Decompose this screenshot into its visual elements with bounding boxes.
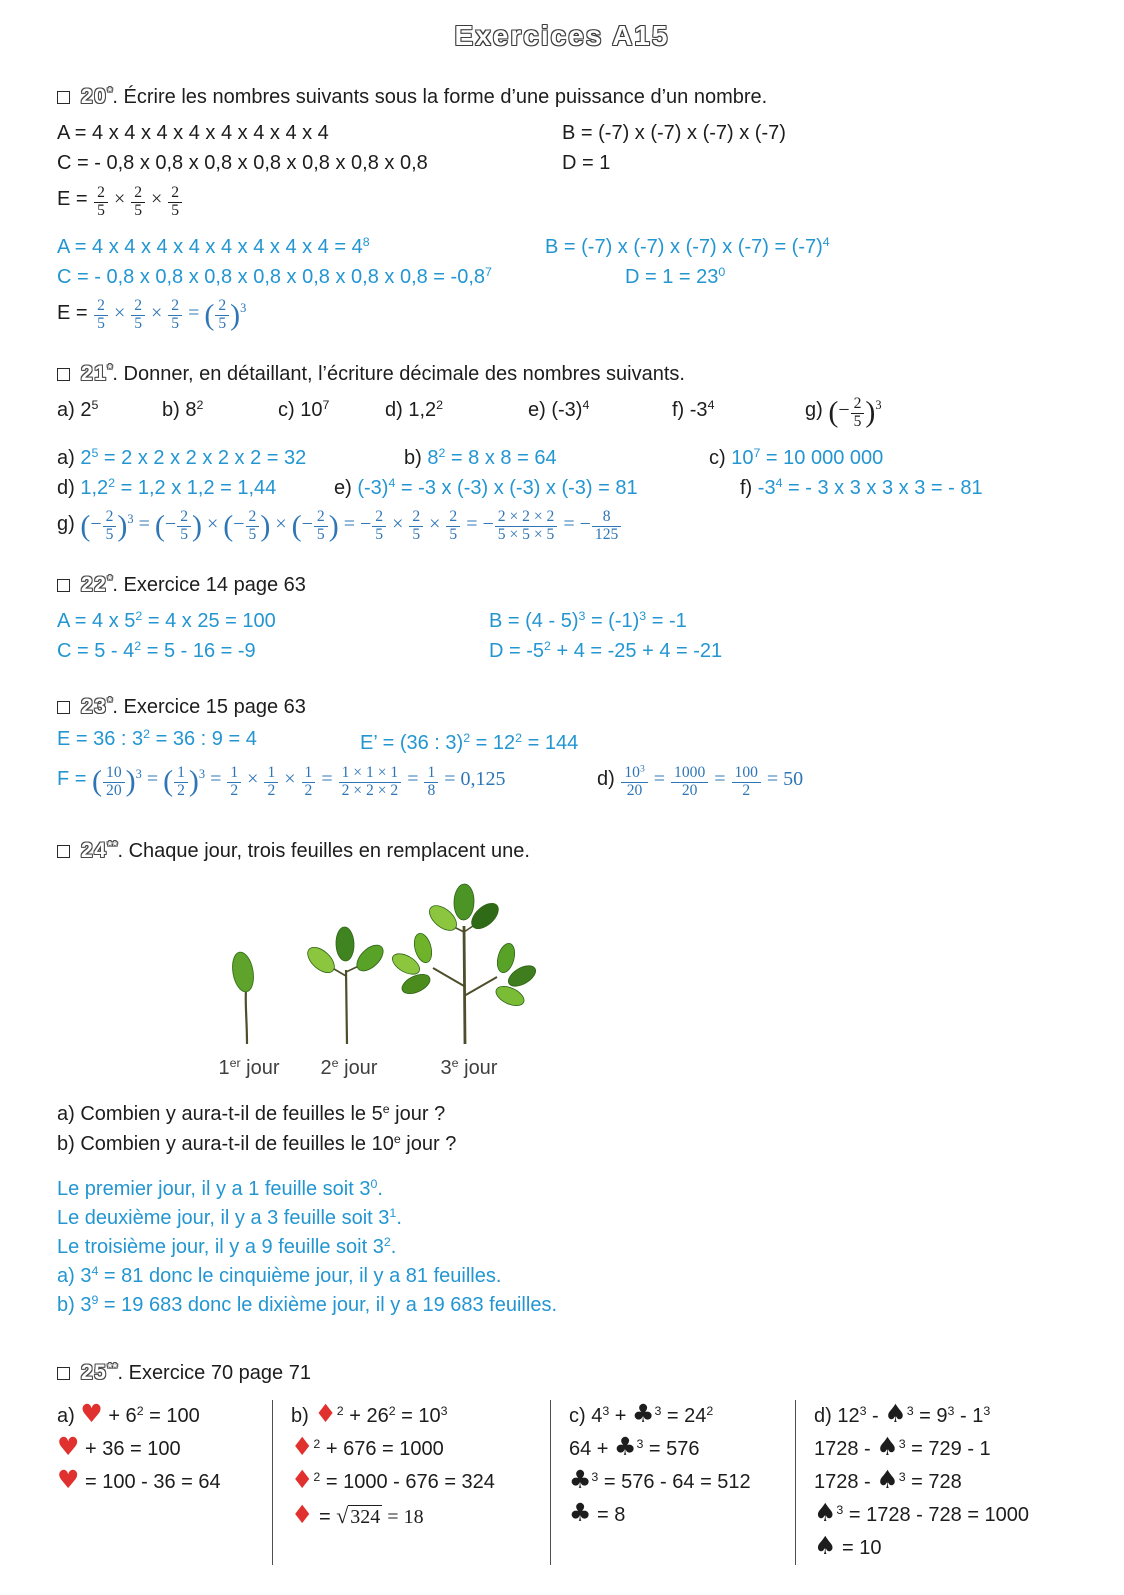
page-title: Exercices A15 <box>454 20 670 51</box>
plant-labels <box>207 1057 547 1085</box>
exercise-24 <box>57 836 1067 1320</box>
ex21-question-a: a) $2^5$ <box>57 398 99 421</box>
ex25-checkbox <box>57 1367 70 1380</box>
ex21-answer-a: a) $2^5 = 2$ x 2 x 2 x 2 x 2 = 32 <box>57 445 307 469</box>
ex25-d-line1: d) $12^3$ - ♠$^3$ = $9^3 - 1^3$ <box>814 1398 991 1428</box>
ex24-answer-day2: Le deuxième jour, il y a 3 feuille soit $3^1$. <box>57 1205 402 1229</box>
ex25-b-line4: ♦ = √ 324 = 18 <box>291 1499 424 1529</box>
ex24-prompt: . Chaque jour, trois feuilles en remplacent une. <box>117 839 530 862</box>
ex25-d-line2: 1728 - ♠$^3$ = 729 - 1 <box>814 1431 991 1461</box>
ex25-header <box>57 1358 1067 1388</box>
ex24-question-b: b) Combien y aura-t-il de feuilles le 10e jour ? <box>57 1131 457 1155</box>
ex25-column-b <box>272 1400 550 1565</box>
ex20-star: * <box>107 84 113 99</box>
ex25-b-line1: b) ♦$^2$ + $26^2 = 10^3$ <box>291 1398 448 1428</box>
ex24-answer-day3: Le troisième jour, il y a 9 feuille soit $3^2$. <box>57 1234 397 1258</box>
ex23-answer-e-prime: E’ = (36 : $3)^2 = 12^2 = 144$ <box>360 731 579 754</box>
ex20-answer-a: A = 4 x 4 x 4 x 4 x 4 x 4 x 4 x $4 = 4^8$ <box>57 234 370 258</box>
ex21-star: * <box>107 361 113 376</box>
ex23-number: 23* <box>81 694 113 718</box>
ex21-checkbox <box>57 368 70 381</box>
ex21-answer-g: g) (− $\frac{2}{5}$ )$^3$ = (− $\frac{2}{5}$ ) × (− $\frac{2}{5}$ ) × (− $\frac{2}{5}$ ) = − $\frac{2}{5}$ × $\frac{2}{5}$ × $\frac{2}{5}$ = − $\frac{2 \times 2 \times 2}{5 \times 5 \times 5}$ = − $\frac{8}{125}$ <box>57 509 1067 545</box>
ex21-question-g: g) (− $\frac{2}{5}$ )$^3$ <box>805 394 882 430</box>
ex20-checkbox <box>57 91 70 104</box>
ex25-number: 25** <box>81 1359 118 1384</box>
ex23-header <box>57 692 1067 722</box>
ex20-prompt: . Écrire les nombres suivants sous la forme d’une puissance d’un nombre. <box>112 86 768 108</box>
ex21-answer-e: e) $(-3)^4 = -3$ x (-3) x (-3) x (-3) = 81 <box>334 475 638 499</box>
ex21-question-b: b) $8^2$ <box>162 398 204 421</box>
ex25-column-d <box>795 1400 1067 1565</box>
ex23-star: * <box>107 694 113 709</box>
ex21-answer-c: c) $10^7 = 10$ 000 000 <box>709 445 884 469</box>
ex20-answer-b: B = (-7) x (-7) x (-7) x $(-7) = (-7)^4$ <box>545 234 830 258</box>
exercise-21 <box>57 359 1067 544</box>
ex25-grid <box>57 1400 1067 1565</box>
plants-svg <box>207 876 547 1051</box>
ex24-answer-b: b) $3^9 = 19$ 683 donc le dixième jour, il y a 19 683 feuilles. <box>57 1292 557 1316</box>
ex22-prompt: . Exercice 14 page 63 <box>112 574 306 596</box>
ex21-answer-f: f) $-3^4$ = - 3 x 3 x 3 x 3 = - 81 <box>740 475 983 499</box>
ex23-prompt: . Exercice 15 page 63 <box>112 696 306 718</box>
plant-label-day1: 1er jour <box>218 1055 280 1079</box>
ex24-checkbox <box>57 845 70 858</box>
exercise-25 <box>57 1358 1067 1565</box>
ex22-star: * <box>107 572 113 587</box>
exercise-20 <box>57 82 1067 333</box>
ex24-number: 24** <box>81 837 118 862</box>
ex24-answer-day1: Le premier jour, il y a 1 feuille soit $3^0$. <box>57 1176 383 1200</box>
ex24-star: ** <box>107 837 118 853</box>
ex25-c-line4: ♣ = 8 <box>569 1497 626 1527</box>
ex25-d-line5: ♠ = 10 <box>814 1530 882 1560</box>
ex22-answer-d: $D = -5^2 + 4 = -25 + 4 = -21$ <box>489 639 723 662</box>
ex25-prompt: . Exercice 70 page 71 <box>117 1361 311 1384</box>
exercise-23 <box>57 692 1067 800</box>
ex20-question-e: E = $\frac{2}{5}$ × $\frac{2}{5}$ × $\frac{2}{5}$ <box>57 184 1067 220</box>
ex23-answer-f: F = ( $\frac{10}{20}$ )$^3$ = ( $\frac{1}{2}$ )$^3$ = $\frac{1}{2}$ × $\frac{1}{2}$ × $\frac{1}{2}$ = $\frac{1 \times 1 \times 1}{2 \times 2 \times 2}$ = $\frac{1}{8}$ = 0,125 <box>57 763 506 799</box>
exercise-22 <box>57 570 1067 666</box>
ex21-header <box>57 359 1067 389</box>
ex24-answers <box>57 1175 1067 1320</box>
ex25-a-line1: a) ♥ + $6^2 = 100$ <box>57 1398 200 1428</box>
ex22-answer-c: $C = 5 - 4^2 = 5 - 16 = -9$ <box>57 639 256 662</box>
ex20-question-b: B = (-7) x (-7) x (-7) x (-7) <box>562 122 786 144</box>
ex25-c-line1: c) $4^3$ + ♣$^3$ = $24^2$ <box>569 1398 714 1428</box>
ex25-column-a <box>57 1400 272 1565</box>
ex23-checkbox <box>57 701 70 714</box>
ex24-answer-a: a) $3^4 = 81$ donc le cinquième jour, il y a 81 feuilles. <box>57 1263 502 1287</box>
plant-day1 <box>230 950 257 1043</box>
ex23-answer-d: d) $\frac{10^3}{20}$ = $\frac{1000}{20}$ = $\frac{100}{2}$ = 50 <box>597 763 804 799</box>
ex25-b-line2: ♦$^2$ + 676 = 1000 <box>291 1431 444 1461</box>
ex22-number: 22* <box>81 572 113 596</box>
ex25-star: ** <box>107 1359 118 1375</box>
ex25-a-line3: ♥ = 100 - 36 = 64 <box>57 1464 221 1494</box>
ex21-question-c: c) $10^7$ <box>278 398 330 421</box>
ex25-d-line3: 1728 - ♠$^3$ = 728 <box>814 1464 962 1494</box>
ex22-checkbox <box>57 579 70 592</box>
ex24-question-a: a) Combien y aura-t-il de feuilles le 5e jour ? <box>57 1101 446 1125</box>
plants-illustration <box>207 876 1067 1057</box>
ex20-answer-d: $D = 1 = 23^0$ <box>625 264 726 288</box>
ex20-answer-e: E = $\frac{2}{5}$ × $\frac{2}{5}$ × $\frac{2}{5}$ = ( $\frac{2}{5}$ )$^3$ <box>57 297 247 333</box>
ex25-c-line3: ♣$^3$ = 576 - 64 = 512 <box>569 1464 751 1494</box>
plant-day3 <box>389 883 539 1043</box>
ex25-d-line4: ♠$^3$ = 1728 - 728 = 1000 <box>814 1497 1030 1527</box>
ex22-header <box>57 570 1067 600</box>
ex20-question-a: A = 4 x 4 x 4 x 4 x 4 x 4 x 4 x 4 <box>57 122 329 144</box>
ex25-a-line2: ♥ + 36 = 100 <box>57 1431 181 1461</box>
ex25-column-c <box>550 1400 795 1565</box>
ex20-question-c: C = - 0,8 x 0,8 x 0,8 x 0,8 x 0,8 x 0,8 x 0,8 <box>57 152 428 174</box>
ex21-answer-b: b) $8^2 = 8$ x 8 = 64 <box>404 445 557 469</box>
ex22-answer-b: $B = (4 - 5)^3 = (-1)^3 = -1$ <box>489 609 687 632</box>
ex20-header <box>57 82 1067 112</box>
ex23-answer-e: E = 36 : $3^2 = 36$ : 9 = 4 <box>57 727 257 750</box>
ex20-answer-c: C = - 0,8 x 0,8 x 0,8 x 0,8 x 0,8 x 0,8 x $0,8 = -0,8^7$ <box>57 264 492 288</box>
plant-label-day3: 3e jour <box>440 1055 498 1079</box>
ex21-question-f: f) $-3^4$ <box>672 398 715 421</box>
ex22-answer-a: A = 4 x $5^2 = 4$ x 25 = 100 <box>57 609 276 632</box>
ex24-header <box>57 836 1067 866</box>
ex21-question-e: e) $(-3)^4$ <box>528 398 590 421</box>
plant-label-day2: 2e jour <box>320 1055 378 1079</box>
plant-day2 <box>303 926 388 1043</box>
ex25-c-line2: 64 + ♣$^3$ = 576 <box>569 1431 700 1461</box>
ex25-b-line3: ♦$^2$ = 1000 - 676 = 324 <box>291 1464 495 1494</box>
ex21-question-d: d) $1,2^2$ <box>385 398 444 421</box>
ex21-answer-d: d) $1,2^2 = 1,2$ x 1,2 = 1,44 <box>57 475 277 499</box>
ex20-number: 20* <box>81 84 113 108</box>
ex21-prompt: . Donner, en détaillant, l’écriture décimale des nombres suivants. <box>112 363 685 385</box>
ex21-number: 21* <box>81 361 113 385</box>
ex20-question-d: D = 1 <box>562 152 611 174</box>
